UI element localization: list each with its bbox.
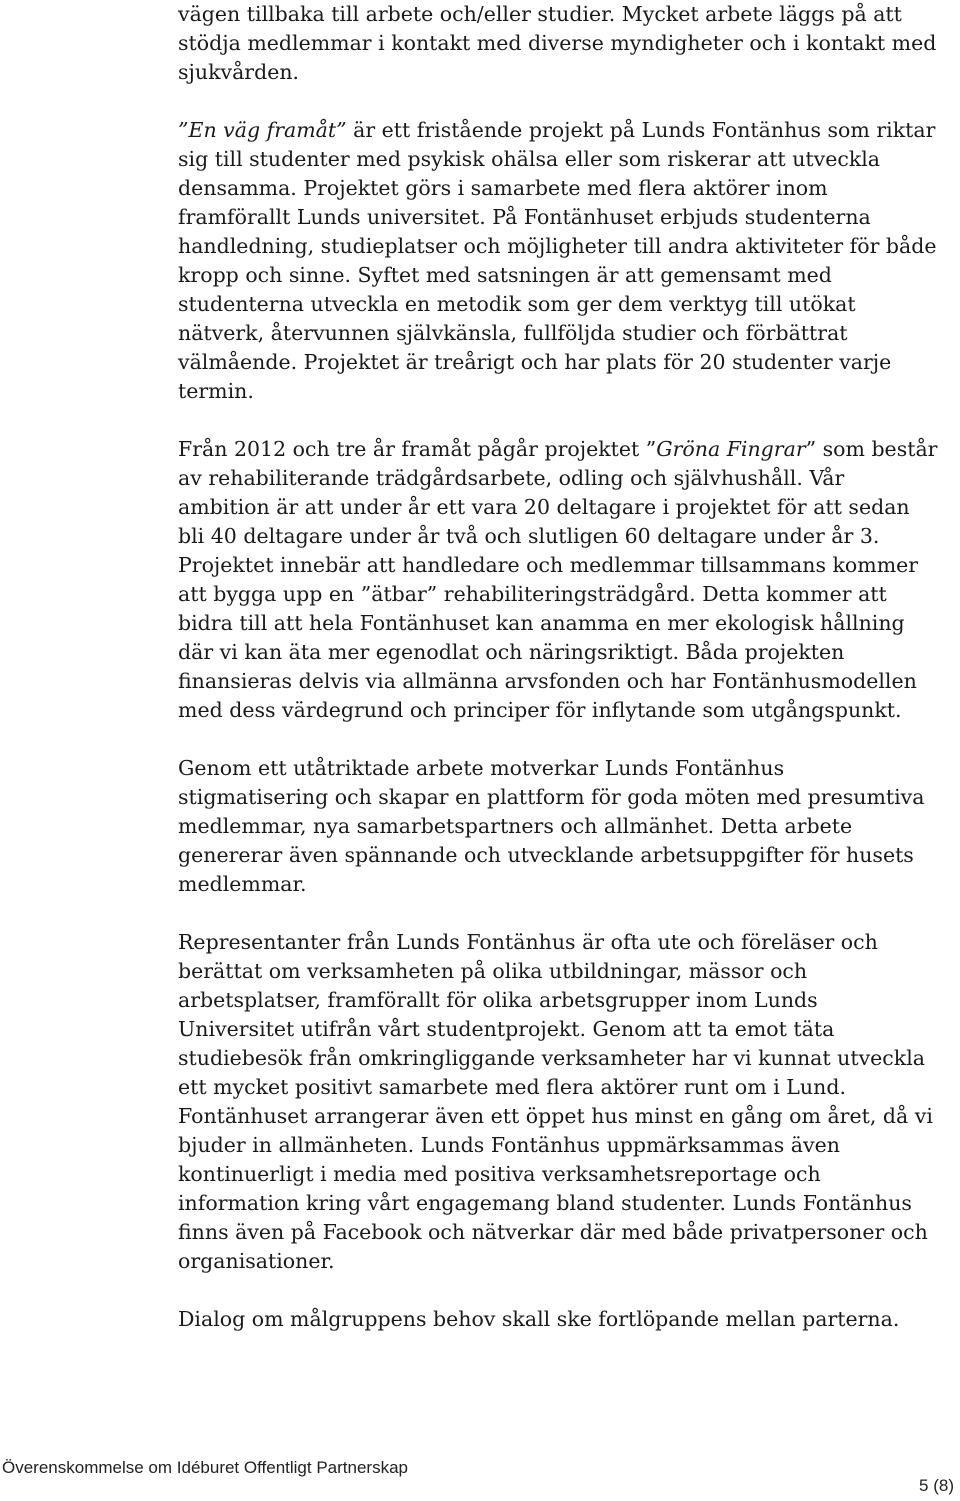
paragraph-grona-fingrar: [178, 435, 938, 725]
document-body: [178, 0, 938, 1363]
paragraph-text: Representanter från Lunds Fontänhus är ofta ute och föreläser och berättat om verksamheten på olika utbildningar, mässor och arbetsplatser, framförallt för olika arbetsgrupper inom Lunds Universitet utifrån vårt studentprojekt. Genom att ta emot täta studiebesök från omkringliggande verksamheter har vi kunnat utveckla ett mycket positivt samarbete med flera aktörer runt om i Lund. Fontänhuset arrangerar även ett öppet hus minst en gång om året, då vi bjuder in allmänheten. Lunds Fontänhus uppmärksammas även kontinuerligt i media med positiva verksamhetsreportage och information kring vårt engagemang bland studenter. Lunds Fontänhus finns även på Facebook och nätverkar där med både privatpersoner och organisationer.: [178, 930, 933, 1273]
paragraph-utatriktat-arbete: [178, 754, 938, 899]
paragraph-text: vägen tillbaka till arbete och/eller studier. Mycket arbete läggs på att stödja medlemmar i kontakt med diverse myndigheter och i kontakt med sjukvården.: [178, 2, 937, 84]
paragraph-text-before: Från 2012 och tre år framåt pågår projektet ”: [178, 437, 657, 461]
quote-mark-close: ”: [336, 118, 347, 142]
paragraph-en-vag-framat: [178, 116, 938, 406]
paragraph-text: är ett fristående projekt på Lunds Fontänhus som riktar sig till studenter med psykisk ohälsa eller som riskerar att utveckla densamma. Projektet görs i samarbete med flera aktörer inom framförallt Lunds universitet. På Fontänhuset erbjuds studenterna handledning, studieplatser och möjligheter till andra aktiviteter för både kropp och sinne. Syftet med satsningen är att gemensamt med studenterna utveckla en metodik som ger dem verktyg till utökat nätverk, återvunnen självkänsla, fullföljda studier och förbättrat välmående. Projektet är treårigt och har plats för 20 studenter varje termin.: [178, 118, 937, 403]
footer-document-title: Överenskommelse om Idéburet Offentligt Partnerskap: [2, 1458, 408, 1477]
paragraph-text: Dialog om målgruppens behov skall ske fortlöpande mellan parterna.: [178, 1307, 900, 1331]
paragraph-intro-continuation: [178, 0, 938, 87]
paragraph-dialog: [178, 1305, 938, 1334]
quote-mark-open: ”: [178, 118, 189, 142]
project-name-en-vag-framat: En väg framåt: [188, 118, 337, 142]
paragraph-text-after: ” som består av rehabiliterande trädgårdsarbete, odling och självhushåll. Vår ambition är att under år ett vara 20 deltagare i projektet för att sedan bli 40 deltagare under år två och slutligen 60 deltagare under år 3. Projektet innebär att handledare och medlemmar tillsammans kommer att bygga upp en ”ätbar” rehabiliteringsträdgård. Detta kommer att bidra till att hela Fontänhuset kan anamma en mer ekologisk hållning där vi kan äta mer egenodlat och näringsriktigt. Båda projekten finansieras delvis via allmänna arvsfonden och har Fontänhusmodellen med dess värdegrund och principer för inflytande som utgångspunkt.: [178, 437, 938, 722]
paragraph-representanter: [178, 928, 938, 1276]
paragraph-text: Genom ett utåtriktade arbete motverkar Lunds Fontänhus stigmatisering och skapar en plattform för goda möten med presumtiva medlemmar, nya samarbetspartners och allmänhet. Detta arbete genererar även spännande och utvecklande arbetsuppgifter för husets medlemmar.: [178, 756, 925, 896]
project-name-grona-fingrar: Gröna Fingrar: [656, 437, 806, 461]
footer-page-number: 5 (8): [919, 1476, 954, 1495]
